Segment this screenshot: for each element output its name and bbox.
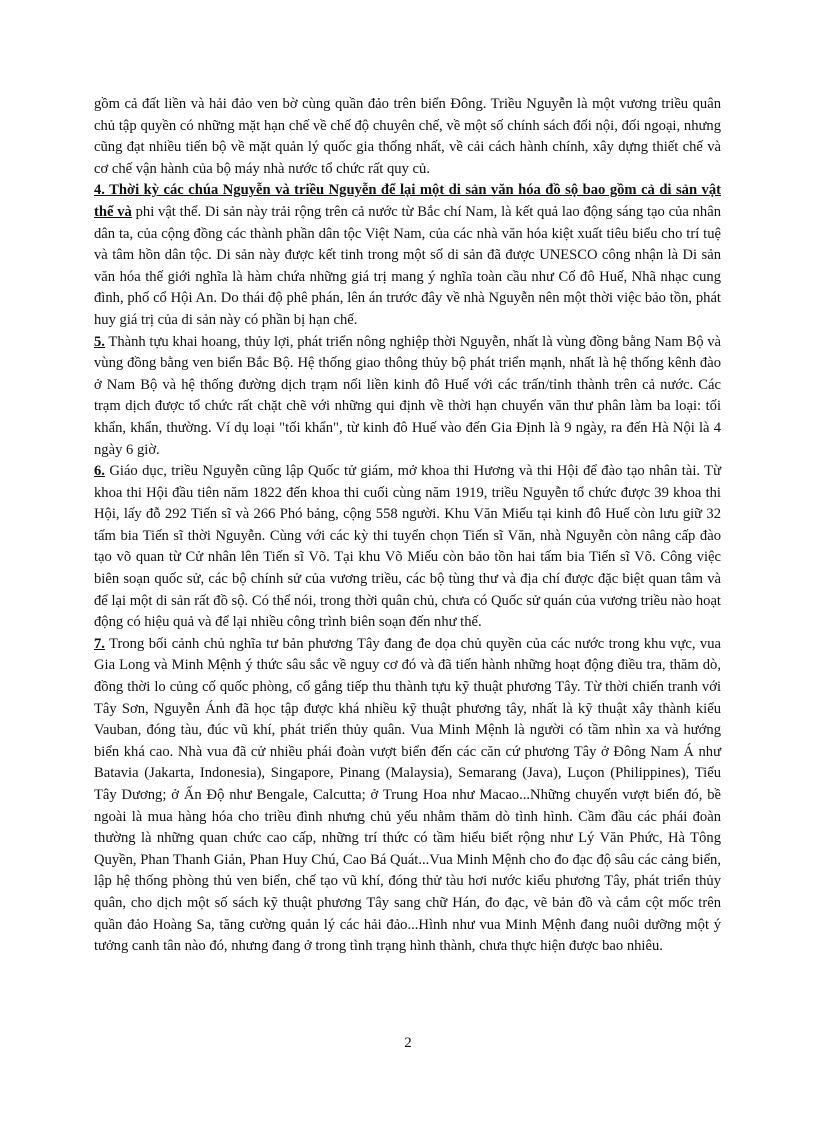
section-7-number: 7. (94, 635, 105, 652)
section-5-paragraph (94, 332, 721, 462)
page-number: 2 (404, 1035, 412, 1051)
section-5-number: 5. (94, 333, 105, 350)
section-7-text: Trong bối cảnh chủ nghĩa tư bản phương Tây đang đe dọa chủ quyền của các nước trong khu vực, vua Gia Long và Minh Mệnh ý thức sâu sắc về nguy cơ đó và đã tiến hành những hoạt động điều tra, thăm dò, đồng thời lo củng cố quốc phòng, cố gắng tiếp thu thành tựu kỹ thuật phương Tây. Từ thời chiến tranh với Tây Sơn, Nguyễn Ánh đã học tập được khá nhiều kỹ thuật phương tây, nhất là kỹ thuật xây thành kiểu Vauban, đóng tàu, đúc vũ khí, phát triển thủy quân. Vua Minh Mệnh là người có tầm nhìn xa và hướng biển khá cao. Nhà vua đã cử nhiều phái đoàn vượt biển đến các căn cứ phương Tây ở Đông Nam Á như Batavia (Jakarta, Indonesia), Singapore, Pinang (Malaysia), Semarang (Java), Luçon (Philippines), Tiểu Tây Dương; ở Ấn Độ như Bengale, Calcutta; ở Trung Hoa như Macao...Những chuyến vượt biển đó, bề ngoài là mua hàng hóa cho triều đình nhưng chủ yếu nhằm thăm dò tình hình. Cầm đầu các phái đoàn thường là những quan chức cao cấp, những trí thức có tầm hiểu biết rộng như Lý Văn Phức, Hà Tông Quyền, Phan Thanh Giản, Phan Huy Chú, Cao Bá Quát...Vua Minh Mệnh cho đo đạc độ sâu các cảng biển, lập hệ thống phòng thủ ven biển, chế tạo vũ khí, đóng thử tàu hơi nước kiểu phương Tây, phát triển thủy quân, cho dịch một số sách kỹ thuật phương Tây sang chữ Hán, đo đạc, vẽ bản đồ và cắm cột mốc trên quần đảo Hoàng Sa, tăng cường quản lý các hải đảo...Hình như vua Minh Mệnh đang nuôi dưỡng một ý tưởng canh tân nào đó, nhưng đang ở trong tình trạng hình thành, chưa thực hiện được bao nhiêu. (94, 635, 721, 955)
intro-paragraph: gồm cả đất liền và hải đảo ven bờ cùng quần đảo trên biển Đông. Triều Nguyễn là một vương triều quân chủ tập quyền có những mặt hạn chế về chế độ chuyên chế, về một số chính sách đối nội, đối ngoại, nhưng cũng đạt nhiều tiến bộ về mặt quản lý quốc gia thống nhất, về cải cách hành chính, xây dựng thiết chế và cơ chế vận hành của bộ máy nhà nước tổ chức rất quy củ. (94, 96, 721, 177)
section-4-paragraph (94, 180, 721, 331)
section-4-text: phi vật thể. Di sản này trải rộng trên cả nước từ Bắc chí Nam, là kết quả lao động sáng tạo của nhân dân ta, của cộng đồng các thành phần dân tộc Việt Nam, của các nhà văn hóa kiệt xuất tiêu biểu cho trí tuệ và tâm hồn dân tộc. Di sản này được kết tinh trong một số di sản đã được UNESCO công nhận là Di sản văn hóa thế giới nghĩa là hàm chứa những giá trị mang ý nghĩa toàn cầu như Cố đô Huế, Nhã nhạc cung đình, phố cổ Hội An. Do thái độ phê phán, lên án trước đây về nhà Nguyễn nên một thời việc bảo tồn, phát huy giá trị của di sản này có phần bị hạn chế. (94, 203, 721, 328)
section-5-text: Thành tựu khai hoang, thủy lợi, phát triển nông nghiệp thời Nguyễn, nhất là vùng đồng bằng Nam Bộ và vùng đồng bằng ven biển Bắc Bộ. Hệ thống giao thông thủy bộ phát triển mạnh, nhất là hệ thống kênh đào ở Nam Bộ và hệ thống đường dịch trạm nối liền kinh đô Huế với các trấn/tỉnh thành trên cả nước. Các trạm dịch được tổ chức rất chặt chẽ với những qui định về thời hạn chuyển văn thư phân làm ba loại: tối khẩn, khẩn, thường. Ví dụ loại "tối khẩn", từ kinh đô Huế vào đến Gia Định là 9 ngày, ra đến Hà Nội là 4 ngày 6 giờ. (94, 333, 721, 458)
section-6-number: 6. (94, 463, 105, 480)
section-4-heading: 4. Thời kỳ các chúa Nguyễn và triều Nguyễn để lại một di sản văn hóa đồ sộ bao gồm cả di sản vật thể và (94, 182, 721, 220)
section-6-text: Giáo dục, triều Nguyễn cũng lập Quốc tử giám, mở khoa thi Hương và thi Hội để đào tạo nhân tài. Từ khoa thi Hội đầu tiên năm 1822 đến khoa thi cuối cùng năm 1919, triều Nguyễn tổ chức được 39 khoa thi Hội, lấy đỗ 292 Tiến sĩ và 266 Phó bảng, cộng 558 người. Khu Văn Miếu tại kinh đô Huế còn lưu giữ 32 tấm bia Tiến sĩ thời Nguyễn. Cùng với các kỳ thi tuyển chọn Tiến sĩ Văn, nhà Nguyễn còn nâng cấp đào tạo võ quan từ Cử nhân lên Tiến sĩ Võ. Tại khu Võ Miếu còn bảo tồn hai tấm bia Tiến sĩ Võ. Công việc biên soạn quốc sử, các bộ chính sử của vương triều, các bộ tùng thư và địa chí được đặc biệt quan tâm và để lại một di sản rất đồ sộ. Có thể nói, trong thời quân chủ, chưa có Quốc sử quán của vương triều nào hoạt động có hiệu quả và để lại nhiều công trình biên soạn đến như thế. (94, 463, 721, 631)
section-7-paragraph (94, 634, 721, 958)
document-body (94, 94, 721, 958)
section-6-paragraph (94, 461, 721, 634)
